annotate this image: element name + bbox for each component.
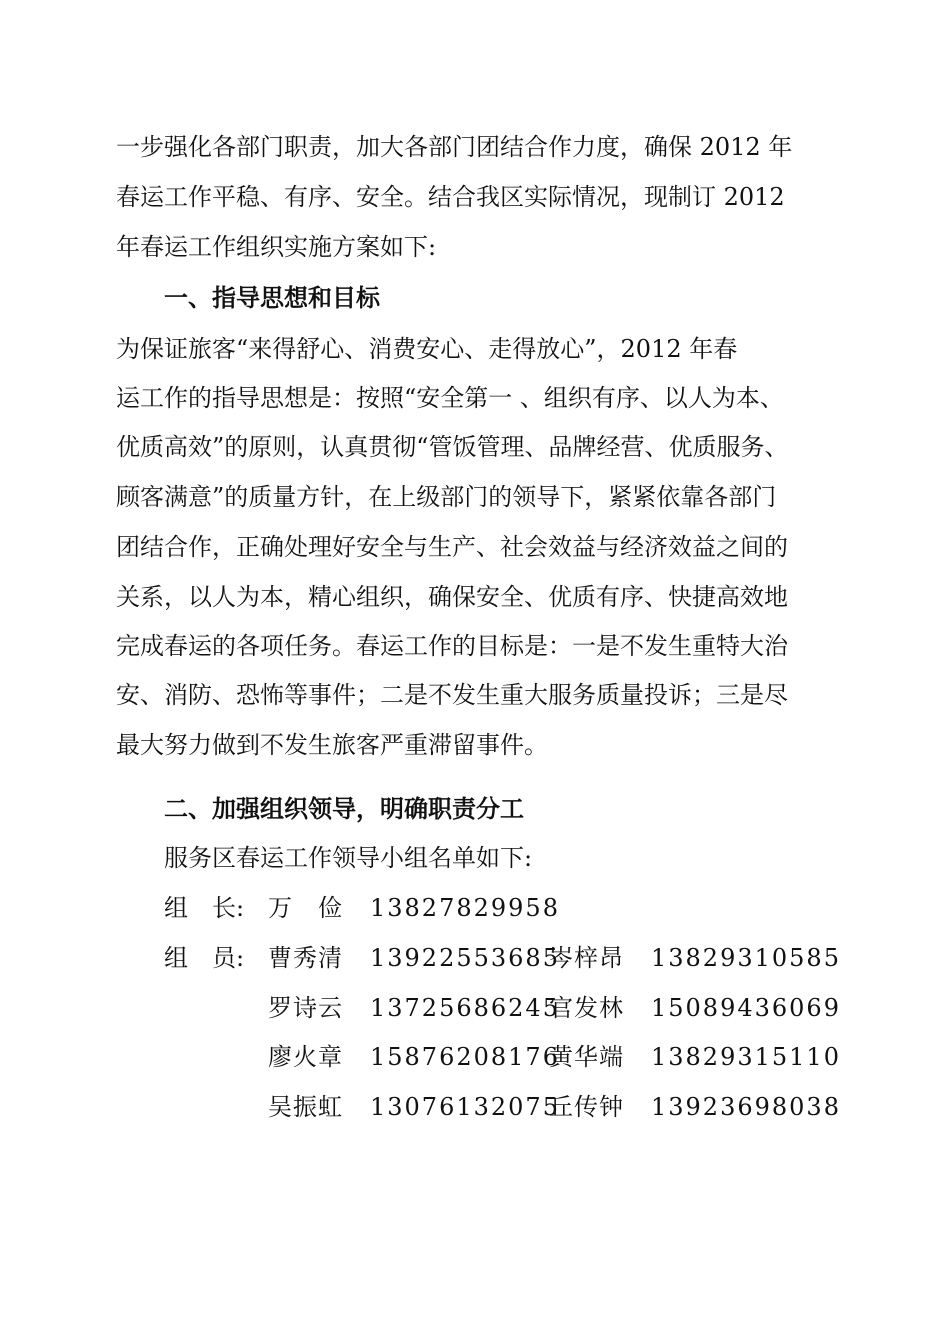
member-name: 罗诗云	[268, 994, 343, 1022]
section1-line-8: 安、消防、恐怖等事件；二是不发生重大服务质量投诉；三是尽	[116, 681, 788, 709]
section1-line-9: 最大努力做到不发生旅客严重滞留事件。	[116, 731, 548, 759]
leader-group-intro: 服务区春运工作领导小组名单如下:	[164, 844, 533, 872]
member-name: 丘传钟	[549, 1093, 624, 1121]
member-phone: 13076132075	[370, 1093, 560, 1121]
member-phone: 13923698038	[651, 1093, 841, 1121]
section1-line-7: 完成春运的各项任务。春运工作的目标是：一是不发生重特大治	[116, 632, 788, 660]
leader-name: 万 俭	[268, 894, 343, 922]
member-phone: 15089436069	[651, 994, 841, 1022]
member-phone: 13725686245	[370, 994, 560, 1022]
member-name: 岑梓昂	[549, 944, 624, 972]
member-phone: 13922553685	[370, 944, 560, 972]
section1-line-3: 优质高效”的原则，认真贯彻“管饭管理、品牌经营、优质服务、	[116, 433, 789, 461]
leader-label: 组 长:	[164, 894, 245, 922]
intro-line-3: 年春运工作组织实施方案如下:	[116, 233, 437, 261]
member-name: 曹秀清	[268, 944, 343, 972]
section1-line-2: 运工作的指导思想是：按照“安全第一 、组织有序、以人为本、	[116, 384, 784, 412]
section1-line-1: 为保证旅客“来得舒心、消费安心、走得放心”，2012 年春	[116, 335, 738, 363]
member-phone: 13829310585	[651, 944, 841, 972]
intro-line-2: 春运工作平稳、有序、安全。结合我区实际情况，现制订 2012	[116, 183, 785, 211]
member-phone: 13829315110	[651, 1043, 841, 1071]
member-name: 官发林	[549, 994, 624, 1022]
member-name: 廖火章	[268, 1043, 343, 1071]
member-name: 黄华端	[549, 1043, 624, 1071]
section1-line-6: 关系，以人为本，精心组织，确保安全、优质有序、快捷高效地	[116, 583, 788, 611]
section1-heading: 一、指导思想和目标	[164, 284, 380, 312]
section1-line-5: 团结合作，正确处理好安全与生产、社会效益与经济效益之间的	[116, 533, 788, 561]
section1-line-4: 顾客满意”的质量方针，在上级部门的领导下，紧紧依靠各部门	[116, 483, 777, 511]
members-label: 组 员:	[164, 944, 245, 972]
intro-line-1: 一步强化各部门职责，加大各部门团结合作力度，确保 2012 年	[116, 133, 793, 161]
section2-heading: 二、加强组织领导，明确职责分工	[164, 795, 524, 823]
leader-phone: 13827829958	[370, 894, 560, 922]
member-phone: 15876208176	[370, 1043, 560, 1071]
member-name: 吴振虹	[268, 1093, 343, 1121]
